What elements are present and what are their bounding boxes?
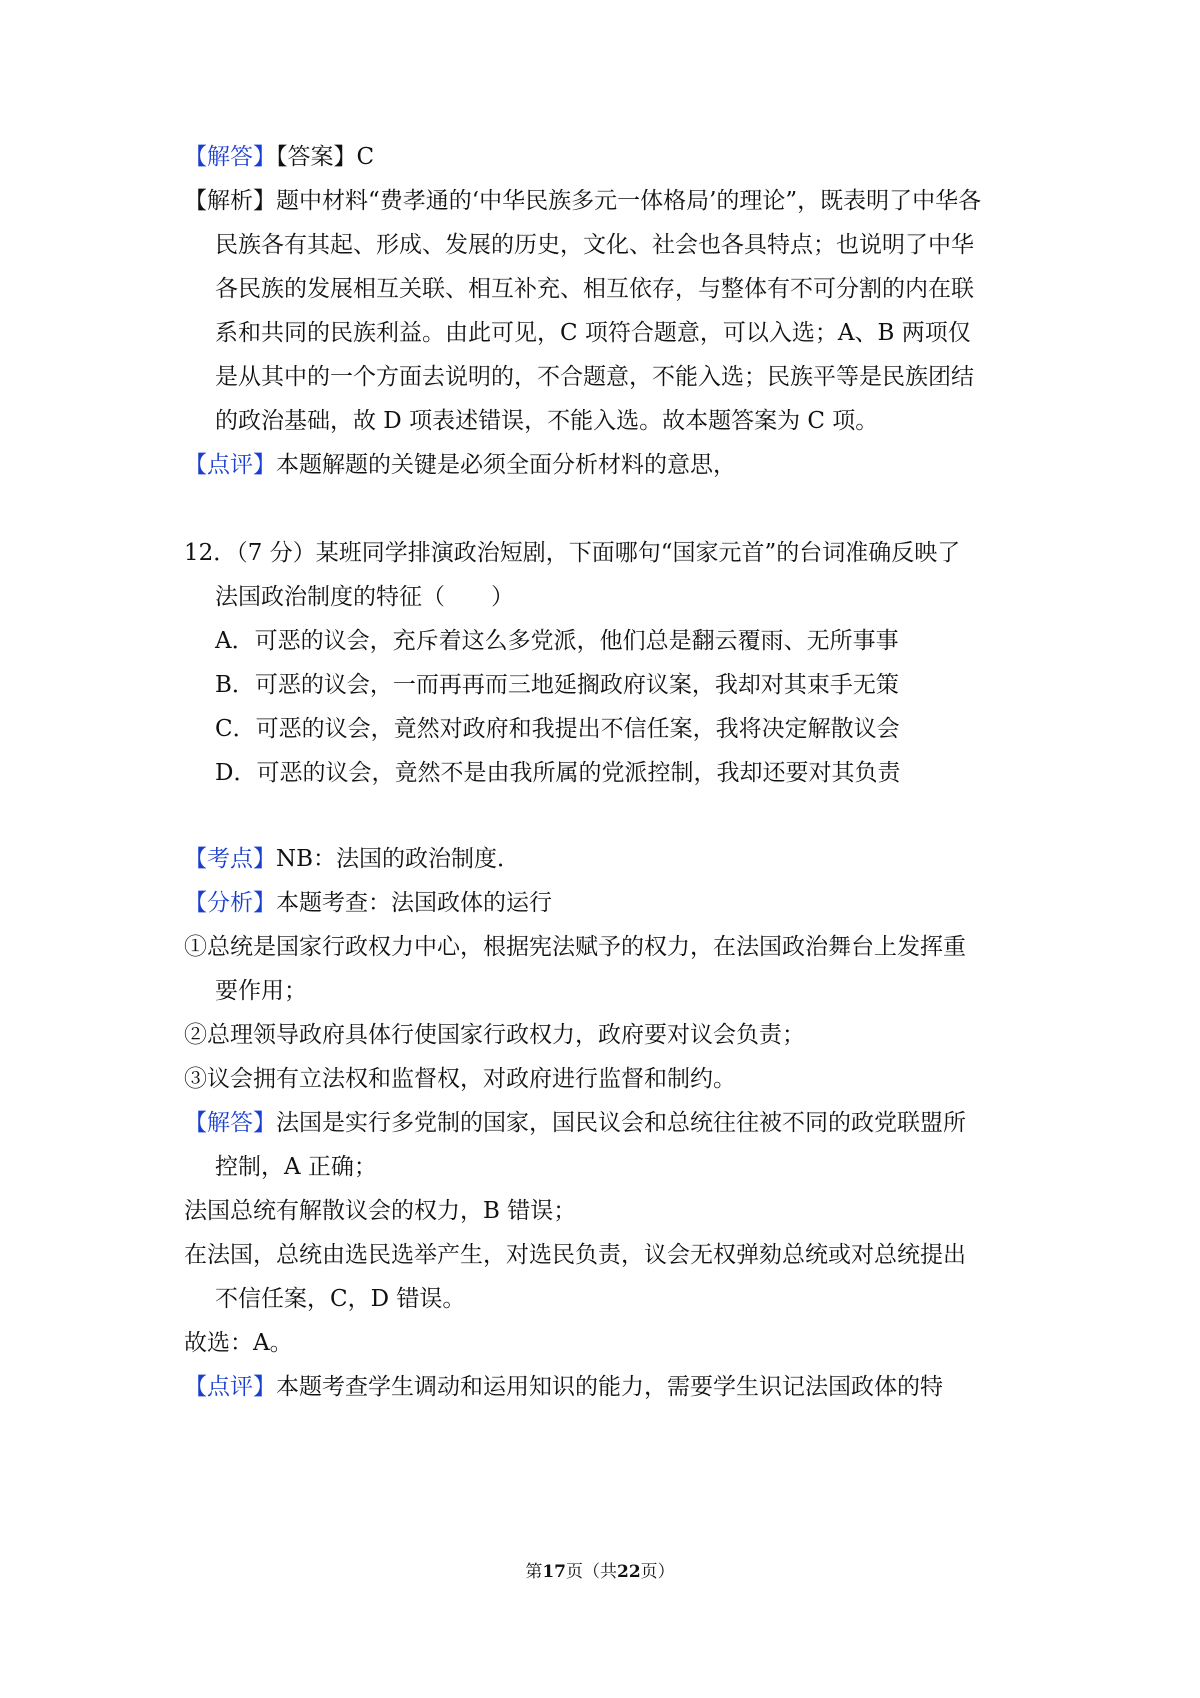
jiexi-text-line: 的政治基础，故 D 项表述错误，不能入选。故本题答案为 C 项。 bbox=[215, 408, 879, 434]
dianping-line: 【点评】本题考查学生调动和运用知识的能力，需要学生识记法国政体的特 bbox=[184, 1374, 943, 1400]
final-choice: 故选：A。 bbox=[184, 1330, 293, 1356]
point-1: ①总统是国家行政权力中心，根据宪法赋予的权力，在法国政治舞台上发挥重 bbox=[184, 934, 966, 960]
jieda-line: 【解答】法国是实行多党制的国家，国民议会和总统往往被不同的政党联盟所 bbox=[184, 1110, 966, 1136]
page-footer bbox=[0, 1560, 1200, 1584]
jiexi-text-line: 题中材料“费孝通的‘中华民族多元一体格局’的理论”，既表明了中华各 bbox=[276, 188, 982, 214]
question-text-line: （7 分）某班同学排演政治短剧，下面哪句“国家元首”的台词准确反映了 bbox=[236, 540, 961, 566]
jiexi-text-line: 各民族的发展相互关联、相互补充、相互依存，与整体有不可分割的内在联 bbox=[215, 276, 974, 302]
jiexi-line: 【解析】题中材料“费孝通的‘中华民族多元一体格局’的理论”，既表明了中华各 bbox=[184, 188, 982, 214]
option-b: B．可恶的议会，一而再再而三地延搁政府议案，我却对其束手无策 bbox=[215, 672, 899, 698]
jieda-text: 法国是实行多党制的国家，国民议会和总统往往被不同的政党联盟所 bbox=[276, 1110, 966, 1136]
kaodian-line: 【考点】NB：法国的政治制度． bbox=[184, 846, 521, 872]
footer-suffix: 页） bbox=[640, 1562, 675, 1582]
option-d: D．可恶的议会，竟然不是由我所属的党派控制，我却还要对其负责 bbox=[215, 760, 901, 786]
dianping-line: 【点评】本题解题的关键是必须全面分析材料的意思， bbox=[184, 452, 736, 478]
question-text-line: 法国政治制度的特征（ ） bbox=[215, 584, 514, 610]
statement-c: 在法国，总统由选民选举产生，对选民负责，议会无权弹劾总统或对总统提出 bbox=[184, 1242, 966, 1268]
option-c: C．可恶的议会，竟然对政府和我提出不信任案，我将决定解散议会 bbox=[215, 716, 900, 742]
kaodian-text: NB：法国的政治制度． bbox=[276, 846, 521, 872]
answer-line: 【解答】【答案】C bbox=[184, 144, 375, 170]
point-3: ③议会拥有立法权和监督权，对政府进行监督和制约。 bbox=[184, 1066, 736, 1092]
jieda-tag: 解答 bbox=[207, 1110, 253, 1136]
jieda-tag: 解答 bbox=[207, 144, 253, 170]
option-a: A．可恶的议会，充斥着这么多党派，他们总是翻云覆雨、无所事事 bbox=[215, 628, 899, 654]
jiexi-text-line: 是从其中的一个方面去说明的，不合题意，不能入选；民族平等是民族团结 bbox=[215, 364, 974, 390]
fenxi-line: 【分析】本题考查：法国政体的运行 bbox=[184, 890, 552, 916]
footer-mid: 页（共 bbox=[566, 1562, 617, 1582]
jiexi-text-line: 民族各有其起、形成、发展的历史，文化、社会也各具特点；也说明了中华 bbox=[215, 232, 974, 258]
question-stem bbox=[184, 538, 960, 568]
point-2: ②总理领导政府具体行使国家行政权力，政府要对议会负责； bbox=[184, 1022, 805, 1048]
fenxi-text: 本题考查：法国政体的运行 bbox=[276, 890, 552, 916]
dianping-tag: 点评 bbox=[207, 452, 253, 478]
dianping-text: 本题考查学生调动和运用知识的能力，需要学生识记法国政体的特 bbox=[276, 1374, 943, 1400]
current-page-number: 17 bbox=[542, 1562, 566, 1582]
statement-b: 法国总统有解散议会的权力，B 错误； bbox=[184, 1198, 577, 1224]
kaodian-tag: 考点 bbox=[207, 846, 253, 872]
dianping-tag: 点评 bbox=[207, 1374, 253, 1400]
answer-letter: C bbox=[356, 144, 375, 170]
daan-tag: 答案 bbox=[287, 144, 334, 170]
question-number: 12． bbox=[184, 540, 237, 566]
fenxi-tag: 分析 bbox=[207, 890, 253, 916]
dianping-text: 本题解题的关键是必须全面分析材料的意思， bbox=[276, 452, 736, 478]
jieda-text-continued: 控制，A 正确； bbox=[215, 1154, 377, 1180]
total-page-number: 22 bbox=[617, 1562, 641, 1582]
jiexi-text-line: 系和共同的民族利益。由此可见，C 项符合题意，可以入选；A、B 两项仅 bbox=[215, 320, 971, 346]
point-1-continued: 要作用； bbox=[215, 978, 307, 1004]
statement-c-continued: 不信任案，C，D 错误。 bbox=[215, 1286, 466, 1312]
footer-prefix: 第 bbox=[525, 1562, 543, 1582]
jiexi-tag: 解析 bbox=[207, 188, 253, 214]
